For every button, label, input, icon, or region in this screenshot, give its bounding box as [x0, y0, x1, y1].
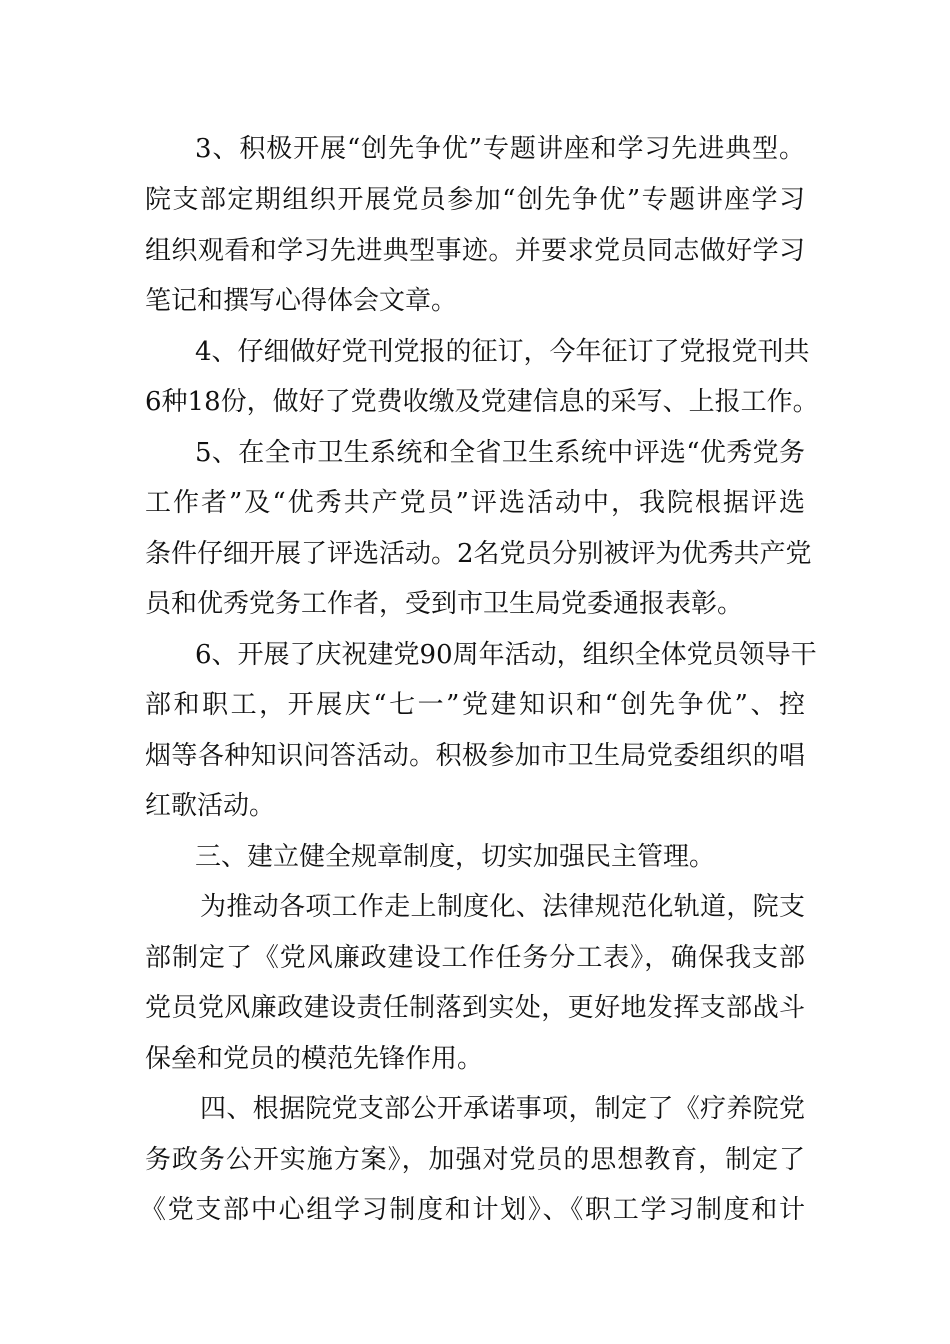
para-3-line-2: 院支部定期组织开展党员参加“创先争优”专题讲座学习 [145, 185, 805, 215]
para-4-line-2: 6种18份，做好了党费收缴及党建信息的采写、上报工作。 [145, 387, 819, 417]
section-3-para-line-3: 党员党风廉政建设责任制落到实处，更好地发挥支部战斗 [145, 993, 805, 1023]
para-5-line-4: 员和优秀党务工作者，受到市卫生局党委通报表彰。 [145, 589, 744, 619]
section-4-line-3: 《党支部中心组学习制度和计划》、《职工学习制度和计 [140, 1195, 805, 1225]
section-4-line-1: 四、根据院党支部公开承诺事项，制定了《疗养院党 [200, 1094, 805, 1124]
para-5-line-3: 条件仔细开展了评选活动。2名党员分别被评为优秀共产党 [145, 539, 812, 569]
section-3-para-line-2: 部制定了《党风廉政建设工作任务分工表》，确保我支部 [145, 943, 805, 973]
para-3-line-3: 组织观看和学习先进典型事迹。并要求党员同志做好学习 [145, 236, 805, 266]
para-3-line-4: 笔记和撰写心得体会文章。 [145, 286, 458, 316]
para-6-line-3: 烟等各种知识问答活动。积极参加市卫生局党委组织的唱 [145, 741, 805, 771]
para-6-line-4: 红歌活动。 [145, 791, 276, 821]
para-3-line-1: 3、积极开展“创先争优”专题讲座和学习先进典型。 [195, 134, 805, 164]
section-3-heading: 三、建立健全规章制度，切实加强民主管理。 [195, 842, 716, 872]
section-4-line-2: 务政务公开实施方案》，加强对党员的思想教育，制定了 [145, 1145, 805, 1175]
para-4-line-1: 4、仔细做好党刊党报的征订，今年征订了党报党刊共 [195, 337, 810, 367]
section-3-para-line-1: 为推动各项工作走上制度化、法律规范化轨道，院支 [200, 892, 805, 922]
para-5-line-1: 5、在全市卫生系统和全省卫生系统中评选“优秀党务 [195, 438, 805, 468]
para-6-line-2: 部和职工，开展庆“七一”党建知识和“创先争优”、控 [145, 690, 805, 720]
para-5-line-2: 工作者”及“优秀共产党员”评选活动中，我院根据评选 [145, 488, 805, 518]
para-6-line-1: 6、开展了庆祝建党90周年活动，组织全体党员领导干 [195, 640, 817, 670]
section-3-para-line-4: 保垒和党员的模范先锋作用。 [145, 1044, 484, 1074]
